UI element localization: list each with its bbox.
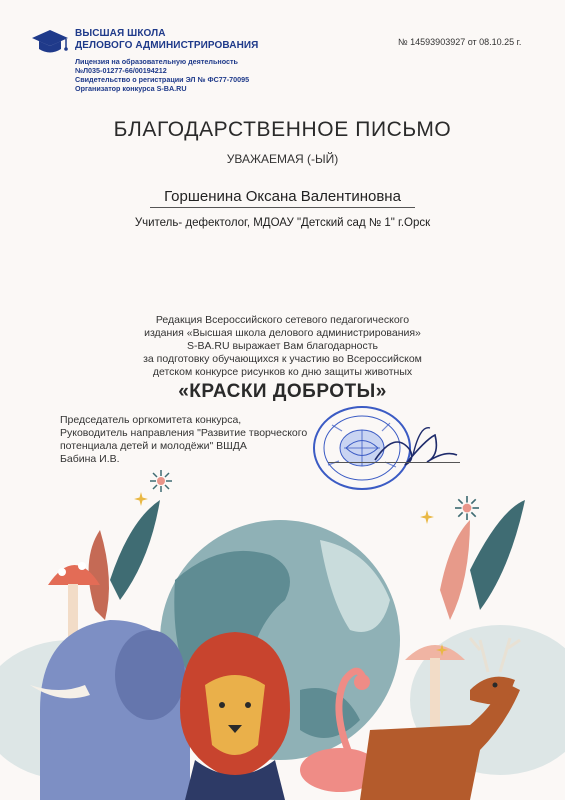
registration-text: Свидетельство о регистрации ЭЛ № ФС77-70095 <box>75 75 250 84</box>
body-line: детском конкурсе рисунков ко дню защиты животных <box>152 366 413 378</box>
flower-icon <box>455 496 479 520</box>
sparkle-icon <box>134 492 148 506</box>
org-name-line1: ВЫСШАЯ ШКОЛА <box>75 28 166 39</box>
flower-icon <box>150 470 172 492</box>
signatory-block <box>60 414 307 466</box>
leaf <box>110 500 160 600</box>
signatory-line: потенциала детей и молодёжи" ВШДА <box>60 440 247 452</box>
recipient-name: Горшенина Оксана Валентиновна <box>150 188 415 208</box>
flamingo-head <box>354 674 370 690</box>
leaf <box>440 520 470 620</box>
handwritten-signature <box>365 420 460 475</box>
signatory-line: Руководитель направления "Развитие творческого <box>60 427 308 439</box>
animals-illustration <box>0 460 565 800</box>
letter-body <box>60 314 505 379</box>
contest-name: «КРАСКИ ДОБРОТЫ» <box>178 381 387 402</box>
body-line: Редакция Всероссийского сетевого педагогического <box>155 314 410 326</box>
letter-title: БЛАГОДАРСТВЕННОЕ ПИСЬМО <box>113 118 452 141</box>
organization-details <box>75 57 249 93</box>
organization-name <box>75 28 258 52</box>
graduation-cap-logo-icon <box>30 28 70 58</box>
recipient-position: Учитель- дефектолог, МДОАУ "Детский сад № 1" г.Орск <box>134 217 431 229</box>
body-line: S-BA.RU выражает Вам благодарность <box>186 340 379 352</box>
body-line: за подготовку обучающихся к участию во Всероссийском <box>143 353 422 365</box>
body-line: издания «Высшая школа делового администрирования» <box>144 327 421 339</box>
signature-line <box>328 462 460 463</box>
lion-face <box>205 675 265 755</box>
salutation: УВАЖАЕМАЯ (-ЫЙ) <box>226 152 339 166</box>
org-name-line2: ДЕЛОВОГО АДМИНИСТРИРОВАНИЯ <box>75 40 259 51</box>
document-number: № 14593903927 от 08.10.25 г. <box>398 37 522 47</box>
signatory-name: Бабина И.В. <box>60 453 120 465</box>
organizer-text: Организатор конкурса S-BA.RU <box>75 84 187 93</box>
sparkle-icon <box>420 510 434 524</box>
license-number: №Л035-01277-66/00194212 <box>75 66 167 75</box>
license-text: Лицензия на образовательную деятельность <box>75 57 238 66</box>
sparkle-icon <box>436 644 448 656</box>
signatory-line: Председатель оргкомитета конкурса, <box>60 414 242 426</box>
elephant-ear <box>115 630 185 720</box>
